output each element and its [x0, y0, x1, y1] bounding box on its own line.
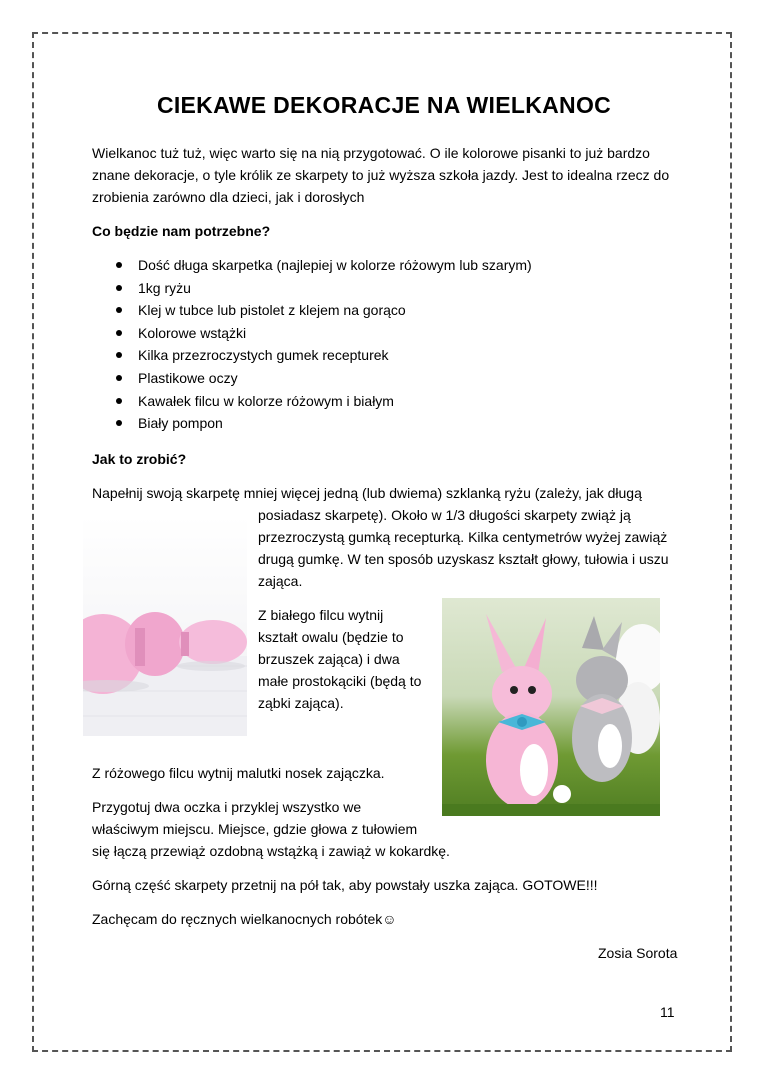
step4-line-3: się łączą przewiąż ozdobną wstążką i zawiąż w kokardkę.	[92, 843, 450, 859]
step2-line-4: małe prostokąciki (będą to	[258, 673, 422, 689]
page-number: 11	[660, 1004, 675, 1020]
list-item: Dość długa skarpetka (najlepiej w kolorze różowym lub szarym)	[108, 254, 532, 277]
materials-list	[108, 254, 532, 435]
step2-line-5: ząbki zająca).	[258, 695, 344, 711]
step1-line-5: zająca.	[258, 573, 303, 589]
list-item: 1kg ryżu	[108, 277, 532, 300]
step1-line-3: przezroczystą gumką recepturką. Kilka centymetrów wyżej zawiąż	[258, 529, 668, 545]
step4-line-2: właściwym miejscu. Miejsce, gdzie głowa z tułowiem	[92, 821, 418, 837]
intro-line-2: znane dekoracje, o tyle królik ze skarpety to już wyższa szkoła jazdy. Jest to idealna rzecz do	[92, 167, 670, 183]
list-item: Plastikowe oczy	[108, 367, 532, 390]
step2-line-2: kształt owalu (będzie to	[258, 629, 404, 645]
list-item: Kolorowe wstążki	[108, 322, 532, 345]
page-title: CIEKAWE DEKORACJE NA WIELKANOC	[156, 92, 612, 118]
author: Zosia Sorota	[598, 945, 678, 961]
step1-line-2: posiadasz skarpetę). Około w 1/3 długości skarpety zwiąż ją	[258, 507, 631, 523]
step4-line-1: Przygotuj dwa oczka i przyklej wszystko we	[92, 799, 362, 815]
step1-line-1: Napełnij swoją skarpetę mniej więcej jedną (lub dwiema) szklanką ryżu (zależy, jak długą	[92, 485, 642, 501]
sock-illustration	[83, 516, 247, 736]
step2-line-3: brzuszek zająca) i dwa	[258, 651, 400, 667]
list-item: Klej w tubce lub pistolet z klejem na gorąco	[108, 299, 532, 322]
intro-line-3: zrobienia zarówno dla dzieci, jak i dorosłych	[92, 189, 365, 205]
howto-heading: Jak to zrobić?	[92, 451, 187, 467]
step1-line-4: drugą gumkę. W ten sposób uzyskasz kształt głowy, tułowia i uszu	[258, 551, 669, 567]
closing-line: Zachęcam do ręcznych wielkanocnych robótek☺	[92, 911, 397, 927]
bunnies-illustration	[442, 598, 660, 816]
step5: Górną część skarpety przetnij na pół tak, aby powstały uszka zająca. GOTOWE!!!	[92, 877, 598, 893]
intro-line-1: Wielkanoc tuż tuż, więc warto się na nią przygotować. O ile kolorowe pisanki to już bardzo	[92, 145, 650, 161]
sock-photo	[83, 516, 247, 736]
list-item: Kilka przezroczystych gumek recepturek	[108, 344, 532, 367]
needs-heading: Co będzie nam potrzebne?	[92, 223, 271, 239]
list-item: Biały pompon	[108, 412, 532, 435]
list-item: Kawałek filcu w kolorze różowym i białym	[108, 390, 532, 413]
step3: Z różowego filcu wytnij malutki nosek zajączka.	[92, 765, 385, 781]
step2-line-1: Z białego filcu wytnij	[258, 607, 384, 623]
bunnies-photo	[442, 598, 660, 816]
